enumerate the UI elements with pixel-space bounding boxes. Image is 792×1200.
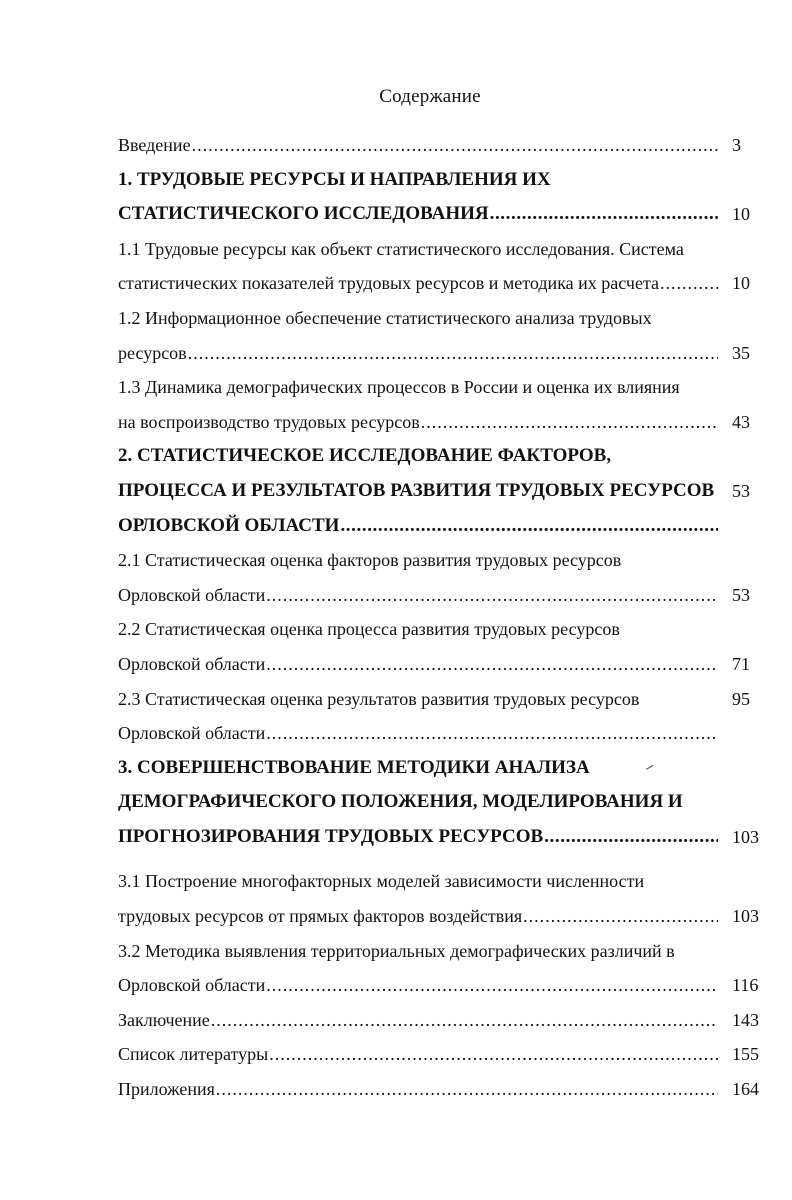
toc-entry-text: 3. СОВЕРШЕНСТВОВАНИЕ МЕТОДИКИ АНАЛИЗА (118, 756, 590, 778)
toc-entry-text: ПРОГНОЗИРОВАНИЯ ТРУДОВЫХ РЕСУРСОВ (118, 825, 544, 847)
toc-entry-text: 3.1 Построение многофакторных моделей зависимости численности (118, 871, 645, 892)
toc-entry-text: 1.2 Информационное обеспечение статистического анализа трудовых (118, 307, 652, 328)
dot-leader (191, 128, 718, 163)
dot-leader (265, 578, 718, 613)
toc-entry-text: 1.1 Трудовые ресурсы как объект статистического исследования. Система (118, 238, 684, 259)
toc-entry-1-1-line-2 (118, 266, 768, 301)
toc-page-number: 155 (732, 1044, 759, 1065)
toc-entry-chapter-3-line-1 (118, 751, 768, 786)
toc-entry-3-1-line-1 (118, 864, 768, 899)
toc-entry-text: Орловской области (118, 653, 266, 674)
toc-page-number: 43 (732, 411, 750, 432)
toc-entry-chapter-2-line-1 (118, 439, 768, 474)
toc-entry-appendices (118, 1072, 768, 1107)
toc-entry-conclusion (118, 1003, 768, 1038)
toc-page-number: 116 (732, 975, 759, 996)
toc-entry-text: 2. СТАТИСТИЧЕСКОЕ ИССЛЕДОВАНИЕ ФАКТОРОВ, (118, 445, 612, 467)
toc-page-number: 3 (732, 135, 741, 155)
toc-page-number: 95 (732, 688, 750, 709)
dot-leader (543, 820, 718, 855)
toc-entry-1-2-line-1 (118, 301, 768, 336)
toc-entry-text: Список литературы (118, 1044, 269, 1065)
toc-entry-text: трудовых ресурсов от прямых факторов воздействия (118, 906, 523, 927)
toc-entry-text: 3.2 Методика выявления территориальных демографических различий в (118, 940, 675, 961)
toc-entry-text: 1. ТРУДОВЫЕ РЕСУРСЫ И НАПРАВЛЕНИЯ ИХ (118, 168, 551, 190)
toc-entry-text: ресурсов (118, 342, 187, 363)
toc-entry-2-1-line-1 (118, 543, 768, 578)
toc-entry-text: Заключение (118, 1009, 210, 1030)
dot-leader (522, 899, 718, 934)
toc-page-number: 103 (732, 826, 759, 847)
toc-entry-1-1-line-1 (118, 232, 768, 267)
toc-page-number: 53 (732, 584, 750, 605)
toc-entry-text: статистических показателей трудовых ресурсов и методика их расчета (118, 273, 660, 294)
toc-page-number: 103 (732, 906, 759, 927)
toc-entry-chapter-1-line-1 (118, 163, 768, 198)
toc-entry-chapter-1-line-2 (118, 197, 768, 232)
toc-entry-chapter-3-line-2 (118, 785, 768, 820)
toc-entry-3-2-line-2 (118, 968, 768, 1003)
toc-entry-chapter-3-line-3 (118, 820, 768, 855)
dot-leader (187, 336, 718, 371)
toc-page-number: 53 (732, 480, 750, 501)
toc-entry-text: 1.3 Динамика демографических процессов в России и оценка их влияния (118, 377, 680, 398)
dot-leader (210, 1003, 718, 1038)
toc-entry-text: 2.1 Статистическая оценка факторов развития трудовых ресурсов (118, 550, 622, 571)
toc-entry-text: на воспроизводство трудовых ресурсов (118, 411, 420, 432)
dot-leader (215, 1072, 718, 1107)
toc-entry-text: Приложения (118, 1079, 215, 1100)
toc-entry-chapter-2-line-2 (118, 474, 768, 509)
toc-page-number: 35 (732, 342, 750, 363)
dot-leader (659, 266, 718, 301)
toc-entry-3-1-line-2 (118, 899, 768, 934)
toc-entry-1-3-line-2 (118, 405, 768, 440)
toc-entry-bibliography (118, 1037, 768, 1072)
dot-leader (265, 647, 718, 682)
toc-entry-2-3-line-1 (118, 682, 768, 717)
toc-entry-text: Введение (118, 135, 191, 155)
toc-entry-text: 2.2 Статистическая оценка процесса развития трудовых ресурсов (118, 619, 620, 640)
toc-entry-text: 2.3 Статистическая оценка результатов развития трудовых ресурсов (118, 688, 640, 709)
page-title: Содержание (379, 86, 481, 107)
toc-entry-2-2-line-2 (118, 647, 768, 682)
toc-entry-text: Орловской области (118, 975, 266, 996)
toc-page-number: 143 (732, 1009, 759, 1030)
toc-entry-2-3-line-2 (118, 716, 768, 751)
dot-leader (265, 716, 718, 751)
toc-entry-text: Орловской области (118, 723, 266, 744)
toc-entry-2-1-line-2 (118, 578, 768, 613)
toc-entry-text: ДЕМОГРАФИЧЕСКОГО ПОЛОЖЕНИЯ, МОДЕЛИРОВАНИЯ И (118, 791, 683, 813)
toc-entry-2-2-line-1 (118, 612, 768, 647)
dot-leader (268, 1037, 718, 1072)
toc-entry-1-2-line-2 (118, 336, 768, 371)
toc-entry-introduction (118, 128, 768, 163)
toc-page-number: 164 (732, 1079, 759, 1100)
toc-entry-1-3-line-1 (118, 370, 768, 405)
dot-leader (489, 197, 718, 232)
toc-page-number: 10 (732, 273, 750, 294)
toc-entry-text: ПРОЦЕССА И РЕЗУЛЬТАТОВ РАЗВИТИЯ ТРУДОВЫХ РЕСУРСОВ (118, 479, 715, 501)
toc-entry-chapter-2-line-3 (118, 509, 768, 544)
toc-entry-text: ОРЛОВСКОЙ ОБЛАСТИ (118, 514, 340, 536)
toc-entry-3-2-line-1 (118, 934, 768, 969)
dot-leader (339, 509, 718, 544)
toc-entry-text: СТАТИСТИЧЕСКОГО ИССЛЕДОВАНИЯ (118, 203, 489, 225)
toc-page-number: 10 (732, 204, 750, 225)
dot-leader (420, 405, 718, 440)
dot-leader (265, 968, 718, 1003)
toc-page-number: 71 (732, 653, 750, 674)
toc-entry-text: Орловской области (118, 584, 266, 605)
table-of-contents (118, 128, 768, 1107)
